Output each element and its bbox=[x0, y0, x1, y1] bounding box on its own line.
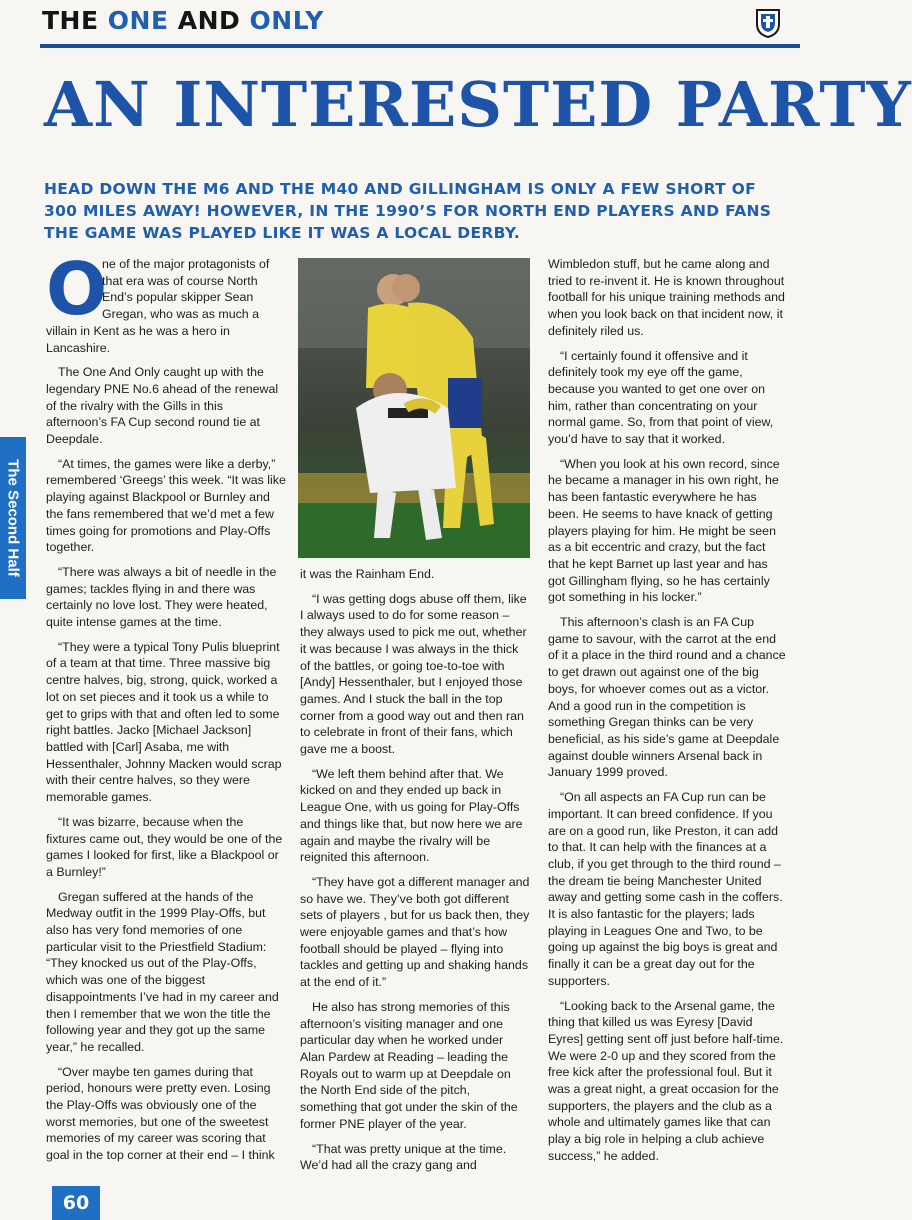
section-title-word: ONLY bbox=[249, 6, 324, 35]
article-paragraph: “They have got a different manager and so have we. They’ve both got different sets of players , but for us back then, they were enjoyable games and that’s how football should be played – flying into tackles and getting up and shaking hands at the end of it.” bbox=[300, 874, 530, 990]
page-number: 60 bbox=[52, 1186, 100, 1220]
article-paragraph: it was the Rainham End. bbox=[300, 567, 435, 581]
page-header bbox=[0, 0, 800, 44]
article-column-3 bbox=[548, 256, 788, 1176]
article-paragraph: “It was bizarre, because when the fixtures came out, they would be one of the games I looked for first, like a Blackpool or a Burnley!” bbox=[46, 814, 283, 879]
article-paragraph: “Over maybe ten games during that period, honours were pretty even. Losing the Play-Offs was obviously one of the worst memories, but one of the sweetest memories of my career was scoring that goal in the top corner at their end – I think bbox=[46, 1064, 275, 1163]
section-title-word: AND bbox=[177, 6, 241, 35]
drop-cap: O bbox=[46, 247, 108, 331]
article-paragraph: “I certainly found it offensive and it definitely took my eye off the game, because you wanted to get one over on him, rather than concentrating on your normal game. So, from that point of view, you’d have to say that it worked. bbox=[548, 348, 774, 447]
article-paragraph: “At times, the games were like a derby,” remembered ‘Greegs’ this week. “It was like playing against Blackpool or Burnley and the fans remembered that we’d met a few times going for promotions and Play-Offs together. bbox=[46, 456, 286, 555]
article-paragraph: “When you look at his own record, since he became a manager in his own right, he has been fantastic everywhere he has been. He seems to have knack of getting players playing for him. He might be seen as a bit eccentric and crazy, but the fact that he kept Barnet up last year and has got Gillingham flying, so he has certainly got something in his locker.” bbox=[548, 456, 780, 605]
article-column-2 bbox=[300, 566, 530, 1176]
article-paragraph: “I was getting dogs abuse off them, like I always used to do for some reason – they always used to pick me out, whether it was because I was always in the thick of the battles, or going toe-to-toe with [Andy] Hessenthaler, but I enjoyed those games. And I stuck the ball in the top corner from a good way out and then ran to celebrate in front of their fans, which gave me a boost. bbox=[300, 591, 527, 757]
article-paragraph: “Looking back to the Arsenal game, the thing that killed us was Eyresy [David Eyres] getting sent off just before half-time. We were 2-0 up and they scored from the free kick after the professional foul. But it was a great night, a great occasion for the supporters, the players and the club as a whole and ultimately games like that can play a big role in helping a club achieve success,” he added. bbox=[548, 998, 784, 1163]
article-column-1 bbox=[46, 247, 286, 1176]
article-paragraph: “They were a typical Tony Pulis blueprint of a team at that time. Three massive big centre halves, big, strong, quick, worked a lot on set pieces and it took us a while to get to grips with that and often led to some right battles. Jacko [Michael Jackson] battled with [Carl] Asaba, me with Hessenthaler, Johnny Macken would scrap with their centre halves, so they were memorable games. bbox=[46, 639, 282, 805]
article-paragraph: Gregan suffered at the hands of the Medway outfit in the 1999 Play-Offs, but also has very fond memories of one particular visit to the Priestfield Stadium: “They knocked us out of the Play-Offs, which was one of the biggest disappointments I’ve had in my career and then I remember that we won the title the following year and they got up the same year,” he recalled. bbox=[46, 889, 279, 1054]
section-title-word: ONE bbox=[107, 6, 169, 35]
article-paragraph: Wimbledon stuff, but he came along and tried to re-invent it. He is known throughout football for his unique training methods and when you look back on that incident now, it definitely riled us. bbox=[548, 257, 785, 338]
section-side-tab bbox=[0, 437, 26, 599]
header-rule bbox=[40, 44, 800, 48]
section-title-word: THE bbox=[42, 6, 99, 35]
article-paragraph: “On all aspects an FA Cup run can be important. It can breed confidence. If you are on a good run, like Preston, it can add to that. It can help with the finances at a club, if you get through to the third round – the dream tie being Manchester United away and getting some cash in the coffers. It is also fantastic for the players; lads playing in Leagues One and Two, to be going up against the big boys is great and finally it can be a great day out for the supporters. bbox=[548, 790, 783, 988]
article-paragraph: This afternoon’s clash is an FA Cup game to savour, with the carrot at the end of it a place in the third round and a chance to get drawn out against one of the big boys, for whoever comes out as a victor. And a good run in the competition is something Gregan thinks can be very beneficial, as his side’s game at Deepdale against double winners Arsenal back in January 1999 proved. bbox=[548, 615, 786, 780]
article-paragraph: O ne of the major protagonists of that era was of course North End’s popular skipper Sean Gregan, who was as much a villain in Kent as he was a hero in Lancashire. bbox=[46, 247, 270, 355]
article-headline: AN INTERESTED PARTY bbox=[44, 68, 912, 141]
section-title bbox=[42, 6, 324, 35]
side-tab-label: The Second Half bbox=[4, 459, 22, 577]
article-paragraph: He also has strong memories of this afternoon’s visiting manager and one particular day when he worked under Alan Pardew at Reading – leading the Royals out to warm up at Deepdale on the North End side of the pitch, something that got under the skin of the former PNE player of the year. bbox=[300, 999, 518, 1131]
photo-illustration bbox=[298, 258, 530, 558]
article-paragraph: “We left them behind after that. We kicked on and they ended up back in League One, with us going for Play-Offs and things like that, but now here we are again and maybe the rivalry will be reignited this afternoon. bbox=[300, 766, 523, 865]
article-paragraph: “That was pretty unique at the time. We’d had all the crazy gang and bbox=[300, 1141, 507, 1173]
article-standfirst: HEAD DOWN THE M6 AND THE M40 AND GILLINGHAM IS ONLY A FEW SHORT OF 300 MILES AWAY! HOWEVER, IN THE 1990’S FOR NORTH END PLAYERS AND FANS THE GAME WAS PLAYED LIKE IT WAS A LOCAL DERBY. bbox=[44, 180, 772, 242]
article-paragraph: “There was always a bit of needle in the games; tackles flying in and there was certainly no love lost. They were heated, quite intense games at the time. bbox=[46, 564, 277, 630]
article-photo-football-players bbox=[298, 258, 530, 558]
article-paragraph: The One And Only caught up with the legendary PNE No.6 ahead of the renewal of the rivalry with the Gills in this afternoon’s FA Cup second round tie at Deepdale. bbox=[46, 365, 279, 447]
club-crest-icon bbox=[755, 8, 781, 38]
